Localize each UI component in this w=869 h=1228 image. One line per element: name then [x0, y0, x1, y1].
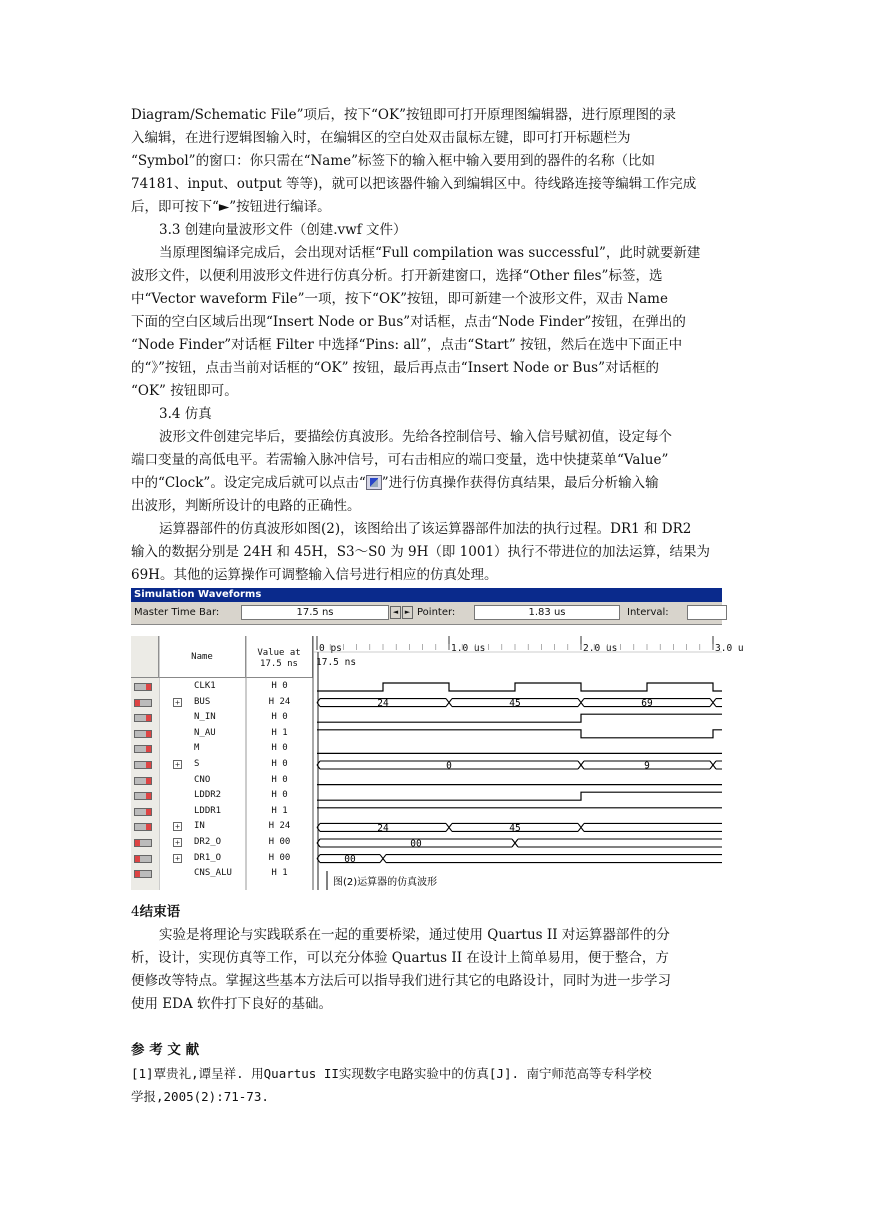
expand-bus-icon[interactable]: + [173, 698, 182, 707]
signal-value: H 0 [271, 743, 288, 754]
text-line: Diagram/Schematic File”项后，按下“OK”按钮即可打开原理图编辑器，进行原理图的录 [131, 107, 676, 123]
signal-name: BUS [194, 696, 211, 707]
dr2-o-waveform-segment [518, 839, 722, 847]
lddr2-waveform [317, 792, 722, 800]
s-waveform-transition [710, 761, 716, 769]
section-3-4-title: 3.4 仿真 [159, 406, 212, 422]
signal-value: H 1 [271, 805, 288, 816]
signal-name: DR2_O [194, 837, 222, 847]
dr1-o-waveform-transition [380, 855, 386, 863]
in-waveform-transition [446, 823, 452, 831]
bus-waveform-value-label: 45 [509, 698, 521, 710]
text-line: 便修改等特点。掌握这些基本方法后可以指导我们进行其它的电路设计，同时为进一步学习 [131, 973, 671, 989]
text-line: 74181、input、output 等等)，就可以把该器件输入到编辑区中。待线路连接等编辑工作完成 [131, 176, 697, 192]
signal-name: LDDR1 [194, 805, 222, 816]
cursor-time-label: 17.5 ns [316, 657, 357, 668]
figure-caption: 图(2)运算器的仿真波形 [333, 877, 438, 888]
text-line: “OK” 按钮即可。 [131, 383, 238, 399]
section-4-paragraph [131, 924, 737, 1016]
bus-waveform-value-label: 24 [377, 698, 389, 710]
text-fragment: ”进行仿真操作获得仿真结果，最后分析输入输 [381, 475, 659, 491]
signal-value: H 24 [268, 696, 291, 707]
input-pin-icon [134, 745, 152, 753]
text-line: 69H。其他的运算操作可调整输入信号进行相应的仿真处理。 [131, 567, 498, 583]
dr2-o-waveform-value-label: 00 [410, 838, 422, 850]
text-line: 使用 EDA 软件打下良好的基础。 [131, 996, 333, 1012]
signal-value: H 24 [268, 821, 291, 832]
text-line: 波形文件创建完毕后，要描绘仿真波形。先给各控制信号、输入信号赋初值，设定每个 [159, 429, 672, 445]
signal-row[interactable] [131, 866, 313, 882]
simulate-icon [366, 475, 382, 490]
next-transition-button[interactable]: ► [402, 606, 413, 619]
signal-row[interactable] [131, 726, 313, 742]
signal-name: N_IN [194, 712, 216, 723]
input-pin-icon [134, 823, 152, 831]
text-line: 运算器部件的仿真波形如图(2)，该图给出了该运算器部件加法的执行过程。DR1 和 DR2 [159, 521, 692, 537]
value-header-line: 17.5 ns [260, 659, 298, 669]
text-line: 输入的数据分别是 24H 和 45H，S3～S0 为 9H（即 1001）执行不带进位的加法运算，结果为 [131, 544, 711, 560]
value-header-line: Value at [257, 648, 301, 658]
references-title: 参 考 文 献 [131, 1042, 200, 1058]
signal-row[interactable] [131, 741, 313, 757]
in-waveform-value-label: 24 [377, 822, 389, 834]
simulation-waveforms-window [131, 588, 744, 890]
bus-waveform-transition [578, 699, 584, 707]
in-waveform-transition [578, 823, 584, 831]
expand-bus-icon[interactable]: + [173, 822, 182, 831]
signal-name: CNO [194, 774, 211, 785]
section-3-4-paragraph [131, 426, 737, 587]
signal-value: H 0 [271, 774, 288, 785]
time-tick-label: 2.0 us [583, 643, 618, 654]
section-number: 4 [131, 904, 140, 920]
text-line: 端口变量的高低电平。若需输入脉冲信号，可右击相应的端口变量，选中快捷菜单“Value” [131, 452, 669, 468]
signal-value: H 00 [268, 852, 291, 863]
section-3-3-title: 3.3 创建向量波形文件（创建.vwf 文件） [159, 222, 407, 238]
s-waveform-value-label: 9 [644, 760, 650, 772]
signal-row[interactable] [131, 835, 313, 851]
expand-bus-icon[interactable]: + [173, 838, 182, 847]
s-waveform-segment [716, 761, 722, 769]
text-line: 波形文件，以便利用波形文件进行仿真分析。打开新建窗口，选择“Other files”标签，选 [131, 268, 663, 284]
input-pin-icon [134, 714, 152, 722]
input-pin-icon [134, 808, 152, 816]
pointer-label: Pointer: [417, 607, 456, 618]
in-waveform-segment [584, 823, 722, 831]
text-line: 实验是将理论与实践联系在一起的重要桥梁，通过使用 Quartus II 对运算器部件的分 [159, 927, 670, 943]
bus-waveform-transition [446, 699, 452, 707]
master-time-bar-field[interactable]: 17.5 ns [241, 605, 389, 620]
section-3-3-paragraph [131, 242, 737, 403]
text-line: “Node Finder”对话框 Filter 中选择“Pins: all”，点击“Start” 按钮，然后在选中下面正中 [131, 337, 683, 353]
pointer-field: 1.83 us [474, 605, 620, 620]
clk1-waveform [317, 683, 722, 691]
text-fragment: 中的“Clock”。设定完成后就可以点击“ [131, 475, 366, 491]
s-waveform-value-label: 0 [446, 760, 452, 772]
expand-bus-icon[interactable]: + [173, 854, 182, 863]
time-tick-label: 1.0 us [451, 643, 486, 654]
signal-name: LDDR2 [194, 790, 222, 801]
text-line: 的“》”按钮，点击当前对话框的“OK” 按钮，最后再点击“Insert Node or Bus”对话框的 [131, 360, 659, 376]
simulate-icon-glyph [370, 478, 378, 487]
in-waveform-value-label: 45 [509, 822, 521, 834]
n-in-waveform [317, 714, 722, 722]
dr1-o-waveform-segment [386, 855, 722, 863]
output-pin-icon [134, 699, 152, 707]
bus-waveform-transition [710, 699, 716, 707]
signal-value: H 0 [271, 712, 288, 723]
dr1-o-waveform-value-label: 00 [344, 854, 356, 866]
signal-value: H 0 [271, 681, 288, 691]
input-pin-icon [134, 683, 152, 691]
name-column-header[interactable]: Name [159, 636, 246, 678]
n-au-waveform [317, 730, 722, 738]
input-pin-icon [134, 730, 152, 738]
signal-name: M [194, 743, 200, 754]
bus-waveform-value-label: 69 [641, 698, 653, 710]
signal-row[interactable] [131, 788, 313, 804]
signal-row[interactable] [131, 757, 313, 773]
signal-row[interactable] [131, 819, 313, 835]
signal-row[interactable] [131, 679, 313, 695]
text-line: “Symbol”的窗口：你只需在“Name”标签下的输入框中输入要用到的器件的名称（比如 [131, 153, 656, 169]
signal-row[interactable] [131, 773, 313, 789]
signal-name: CLK1 [194, 681, 216, 691]
signal-name: N_AU [194, 727, 216, 738]
time-tick-label: 0 ps [319, 643, 342, 654]
signal-name: DR1_O [194, 852, 222, 863]
intro-paragraph [131, 104, 737, 219]
input-pin-icon [134, 777, 152, 785]
input-pin-icon [134, 761, 152, 769]
bus-waveform-segment [716, 699, 722, 707]
signal-value: H 0 [271, 759, 288, 769]
signal-row[interactable] [131, 804, 313, 820]
output-pin-icon [134, 855, 152, 863]
signal-row[interactable] [131, 710, 313, 726]
input-pin-icon [134, 792, 152, 800]
signal-value: H 0 [271, 790, 288, 801]
reference-line: 学报,2005(2):71-73. [131, 1089, 269, 1104]
text-line: 当原理图编译完成后，会出现对话框“Full compilation was successful”，此时就要新建 [159, 245, 701, 261]
text-line: 析，设计，实现仿真等工作，可以充分体验 Quartus II 在设计上简单易用，便于整合，方 [131, 950, 669, 966]
section-4-title [131, 901, 180, 924]
text-line: 后，即可按下“►”按钮进行编译。 [131, 199, 331, 215]
text-line: 中“Vector waveform File”一项，按下“OK”按钮，即可新建一个波形文件，双击 Name [131, 291, 668, 307]
section-title-text: 结束语 [139, 904, 181, 920]
output-pin-icon [134, 839, 152, 847]
text-line: 入编辑，在进行逻辑图输入时，在编辑区的空白处双击鼠标左键，即可打开标题栏为 [131, 130, 631, 146]
signal-name: IN [194, 821, 205, 832]
master-time-bar-label: Master Time Bar: [134, 607, 220, 618]
prev-transition-button[interactable]: ◄ [390, 606, 401, 619]
text-line [131, 472, 737, 495]
expand-bus-icon[interactable]: + [173, 760, 182, 769]
signal-name: CNS_ALU [194, 868, 232, 879]
dr2-o-waveform-transition [512, 839, 518, 847]
signal-row[interactable] [131, 695, 313, 711]
time-tick-label: 3.0 u [715, 643, 744, 654]
signal-value: H 1 [271, 868, 288, 879]
interval-label: Interval: [627, 607, 669, 618]
output-pin-icon [134, 870, 152, 878]
signal-name: S [194, 759, 200, 769]
window-title: Simulation Waveforms [131, 588, 722, 602]
text-line: 出波形，判断所设计的电路的正确性。 [131, 498, 361, 514]
s-waveform-transition [578, 761, 584, 769]
signal-row[interactable] [131, 851, 313, 867]
signal-value: H 00 [268, 837, 291, 847]
signal-value: H 1 [271, 727, 288, 738]
references-list [131, 1062, 737, 1108]
text-line: 下面的空白区域后出现“Insert Node or Bus”对话框，点击“Node Finder”按钮，在弹出的 [131, 314, 686, 330]
reference-line: [1]覃贵礼,谭呈祥. 用Quartus II实现数字电路实验中的仿真[J]. 南宁师范高等专科学校 [131, 1066, 652, 1081]
